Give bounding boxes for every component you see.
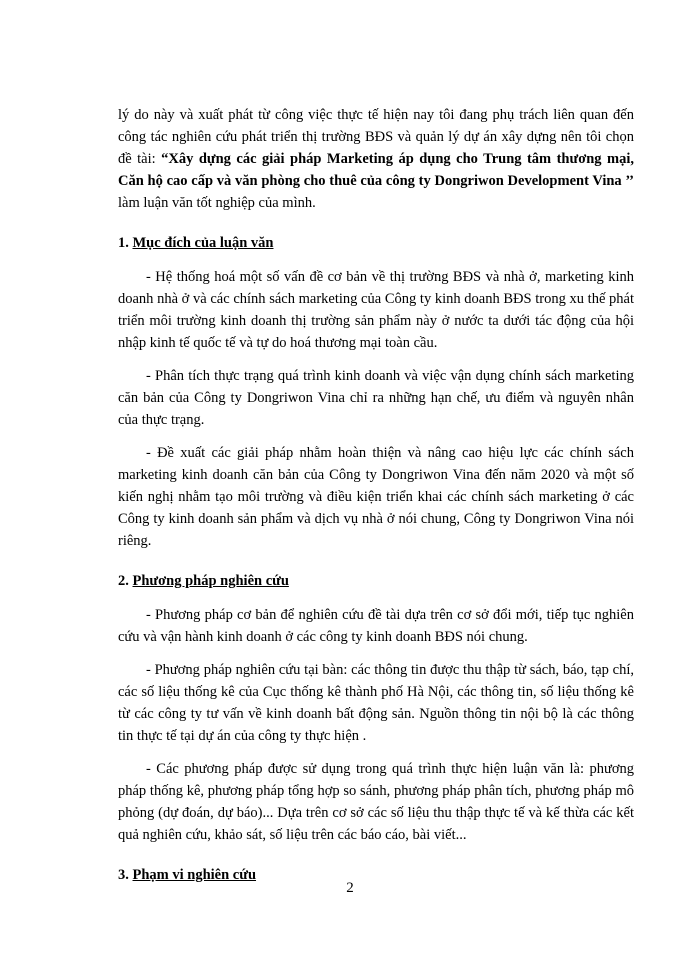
section-number: 3. (118, 867, 133, 883)
section-methods (118, 570, 634, 846)
page-number: 2 (346, 880, 354, 896)
methods-paragraph-3: - Các phương pháp được sử dụng trong quá trình thực hiện luận văn là: phương pháp thống kê, phương pháp tổng hợp so sánh, phương pháp phân tích, phương pháp mô phỏng (dự đoán, dự báo)... Dựa trên cơ sở các số liệu thu thập thực tế và kế thừa các kết quả nghiên cứu, khảo sát, số liệu trên các báo cáo, bài viết... (118, 761, 634, 843)
section-number: 1. (118, 235, 133, 251)
section-heading-purpose (118, 232, 634, 254)
section-title: Phương pháp nghiên cứu (132, 573, 289, 589)
section-number: 2. (118, 573, 133, 589)
purpose-paragraph-3: - Đề xuất các giải pháp nhằm hoàn thiện và nâng cao hiệu lực các chính sách marketing kinh doanh căn bản của Công ty Dongriwon Vina đến năm 2020 và một số kiến nghị nhằm tạo môi trường và điều kiện triển khai các chính sách marketing ở các Công ty kinh doanh sản phẩm và dịch vụ nhà ở nói chung, Công ty Dongriwon Vina nói riêng. (118, 445, 634, 549)
purpose-paragraph-1: - Hệ thống hoá một số vấn đề cơ bản về thị trường BĐS và nhà ở, marketing kinh doanh nhà ở và các chính sách marketing của Công ty kinh doanh BĐS trong xu thế phát triển môi trường kinh doanh thị trường sản phẩm này ở nước ta dưới tác động của hội nhập kinh tế quốc tế và tự do hoá thương mại toàn cầu. (118, 269, 634, 351)
section-title: Phạm vi nghiên cứu (132, 867, 257, 883)
page-content (118, 104, 634, 904)
section-heading-methods (118, 570, 634, 592)
intro-text-after: làm luận văn tốt nghiệp của mình. (118, 195, 316, 211)
methods-paragraph-2: - Phương pháp nghiên cứu tại bàn: các thông tin được thu thập từ sách, báo, tạp chí, các số liệu thống kê của Cục thống kê thành phố Hà Nội, các thông tin, số liệu thống kê từ các công ty tư vấn về kinh doanh bất động sản. Nguồn thông tin nội bộ là các thông tin thực tế tại dự án của công ty thực hiện . (118, 662, 634, 744)
intro-paragraph (118, 104, 634, 214)
purpose-paragraph-2: - Phân tích thực trạng quá trình kinh doanh và việc vận dụng chính sách marketing căn bản của Công ty Dongriwon Vina chỉ ra những hạn chế, ưu điểm và nguyên nhân của thực trạng. (118, 368, 634, 428)
methods-paragraph-1: - Phương pháp cơ bản để nghiên cứu đề tài dựa trên cơ sở đổi mới, tiếp tục nghiên cứu và vận hành kinh doanh ở các công ty kinh doanh BĐS nói chung. (118, 607, 634, 645)
intro-text-before: lý do này và xuất phát từ công việc thực tế hiện nay tôi đang phụ trách liên quan đến công tác nghiên cứu phát triển thị trường BĐS và quản lý dự án xây dựng nên tôi chọn đề tài: (118, 107, 634, 167)
section-purpose (118, 232, 634, 552)
thesis-title: “Xây dựng các giải pháp Marketing áp dụng cho Trung tâm thương mại, Căn hộ cao cấp và văn phòng cho thuê của công ty Dongriwon Development Vina ’’ (118, 151, 634, 189)
section-title: Mục đích của luận văn (132, 235, 274, 251)
